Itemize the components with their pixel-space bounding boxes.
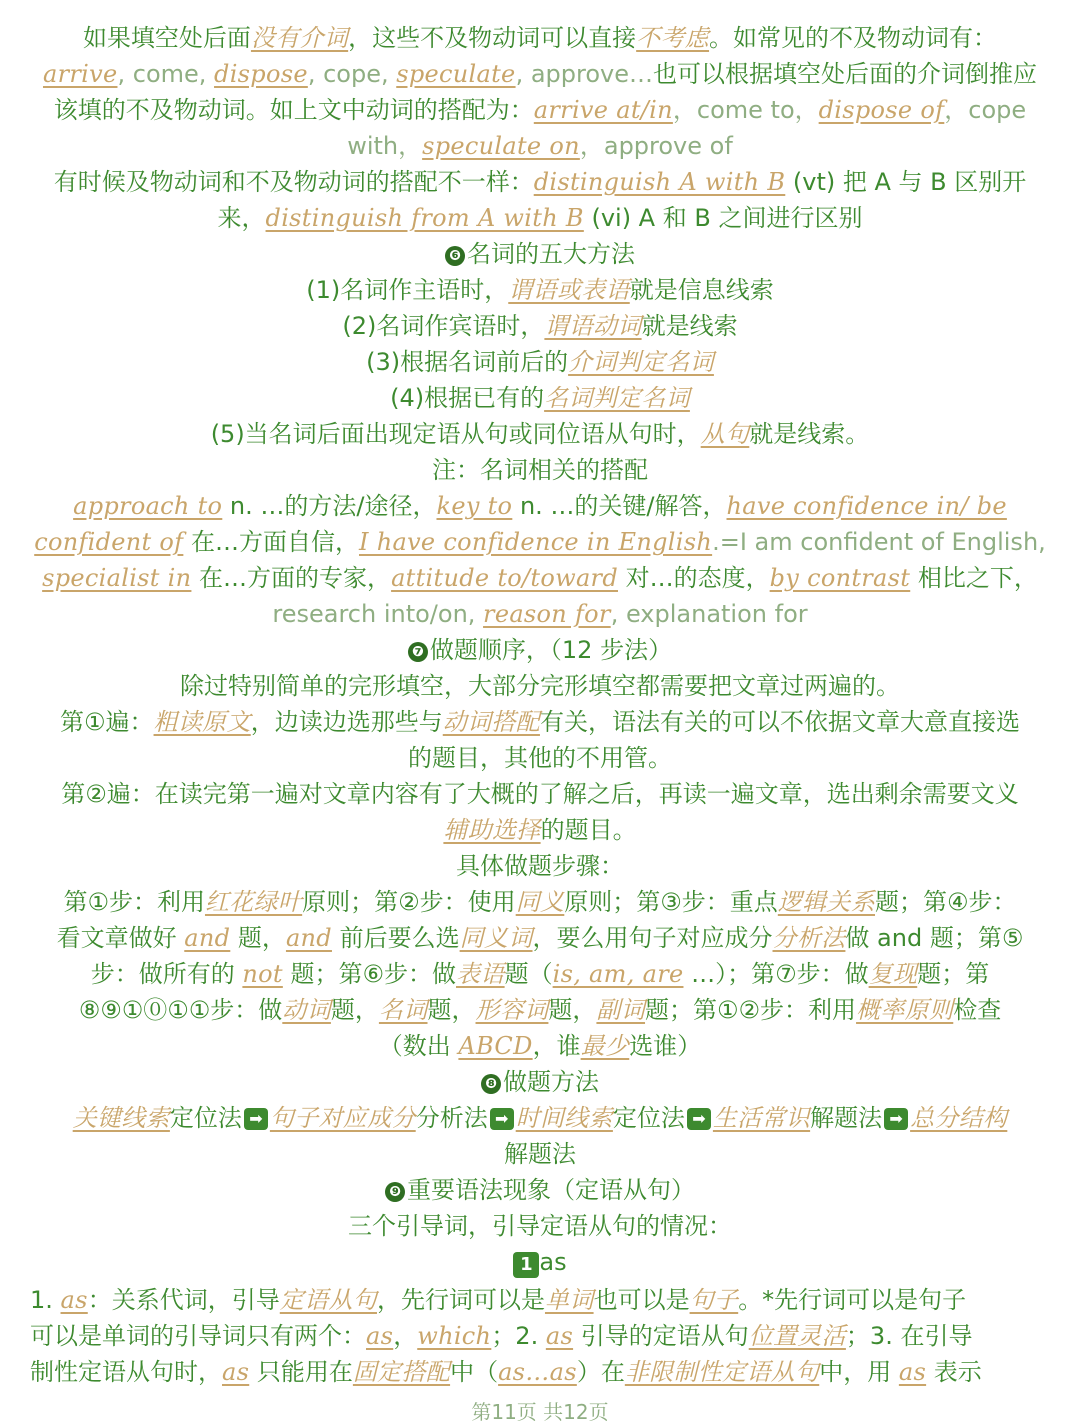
- section-number-badge: ❽: [481, 1074, 501, 1094]
- text-line: [0, 236, 1080, 272]
- text-line: [0, 1064, 1080, 1100]
- text-segment: 原则；第②步：使用: [302, 888, 516, 916]
- text-segment: 制性定语从句时，: [30, 1358, 222, 1386]
- text-segment: 选谁）: [629, 1032, 702, 1060]
- text-line: [0, 704, 1080, 740]
- handwritten-annotation: by contrast: [769, 564, 911, 592]
- right-arrow-icon: ➡: [884, 1108, 908, 1130]
- text-segment: 题；第: [917, 960, 990, 988]
- text-line: [0, 200, 1080, 236]
- text-segment: 定位法: [612, 1104, 685, 1132]
- text-segment: ；2.: [491, 1322, 546, 1350]
- text-segment: 注：名词相关的搭配: [432, 456, 648, 484]
- handwritten-annotation: 粗读原文: [153, 708, 251, 736]
- text-segment: , cope,: [307, 60, 397, 88]
- text-segment: (vt) 把 A 与 B 区别开: [785, 168, 1027, 196]
- text-line: [0, 920, 1080, 956]
- handwritten-annotation: which: [417, 1322, 492, 1350]
- handwritten-annotation: 名词判定名词: [544, 384, 690, 412]
- section-number-badge: ❾: [385, 1182, 405, 1202]
- handwritten-annotation: 没有介词: [250, 24, 349, 52]
- section-number-badge: ❼: [408, 642, 428, 662]
- text-segment: ，谁: [532, 1032, 581, 1060]
- handwritten-annotation: confident of: [34, 528, 184, 556]
- text-segment: 重要语法现象（定语从句）: [407, 1176, 695, 1204]
- handwritten-annotation: 形容词: [475, 996, 549, 1024]
- text-segment: 表示: [926, 1358, 982, 1386]
- handwritten-annotation: 介词判定名词: [568, 348, 714, 376]
- text-segment: 也可以根据填空处后面的介词倒推应: [653, 60, 1037, 88]
- handwritten-annotation: 逻辑关系: [777, 888, 876, 916]
- text-segment: ，come to，: [672, 96, 819, 124]
- text-segment: 第①遍：: [60, 708, 154, 736]
- text-segment: (3)根据名词前后的: [366, 348, 569, 376]
- handwritten-annotation: and: [184, 924, 231, 952]
- text-segment: ，边读边选那些与: [250, 708, 443, 736]
- text-segment: 除过特别简单的完形填空，大部分完形填空都需要把文章过两遍的。: [180, 672, 900, 700]
- handwritten-annotation: dispose of: [818, 96, 945, 124]
- text-segment: 相比之下，: [910, 564, 1038, 592]
- text-line: [0, 956, 1080, 992]
- handwritten-annotation: attitude to/toward: [391, 564, 618, 592]
- handwritten-annotation: as: [366, 1322, 394, 1350]
- text-segment: 中（: [450, 1358, 499, 1386]
- text-line: [0, 1208, 1080, 1244]
- text-line: [0, 1136, 1080, 1172]
- text-line: [0, 92, 1080, 128]
- text-segment: 第①步：利用: [63, 888, 205, 916]
- text-segment: research into/on,: [272, 600, 484, 628]
- text-segment: 。如常见的不及物动词有：: [709, 24, 998, 52]
- text-segment: 前后要么选: [331, 924, 460, 952]
- text-segment: 步：做所有的: [90, 960, 243, 988]
- text-segment: 1.: [30, 1286, 61, 1314]
- text-line: [0, 164, 1080, 200]
- handwritten-annotation: 从句: [700, 420, 750, 448]
- text-segment: 的题目，其他的不用管。: [408, 744, 672, 772]
- text-segment: (2)名词作宾语时，: [342, 312, 545, 340]
- text-line: [0, 20, 1080, 56]
- text-segment: , come,: [117, 60, 215, 88]
- text-segment: 来，: [217, 204, 266, 232]
- text-line: [0, 1028, 1080, 1064]
- text-segment: ）在: [576, 1358, 625, 1386]
- text-segment: 有时候及物动词和不及物动词的搭配不一样：: [53, 168, 534, 196]
- handwritten-annotation: 关键线索: [72, 1104, 170, 1132]
- handwritten-annotation: 句子对应成分: [269, 1104, 416, 1132]
- text-line: [0, 524, 1080, 560]
- text-segment: ⑧⑨①⓪①①步：做: [78, 996, 283, 1024]
- text-segment: n. …的方法/途径，: [222, 492, 437, 520]
- handwritten-annotation: 名词: [378, 996, 428, 1024]
- handwritten-annotation: as: [222, 1358, 250, 1386]
- handwritten-annotation: 同义词: [459, 924, 533, 952]
- text-segment: 可以是单词的引导词只有两个：: [30, 1322, 366, 1350]
- text-segment: 题，: [230, 924, 286, 952]
- right-arrow-icon: ➡: [490, 1108, 514, 1130]
- handwritten-annotation: approach to: [73, 492, 223, 520]
- handwritten-annotation: 表语: [456, 960, 505, 988]
- handwritten-annotation: distinguish from A with B: [265, 204, 584, 232]
- handwritten-annotation: distinguish A with B: [533, 168, 786, 196]
- handwritten-annotation: 谓语动词: [544, 312, 642, 340]
- text-segment: 题；第⑥步：做: [282, 960, 456, 988]
- text-segment: 有关，语法有关的可以不依据文章大意直接选: [539, 708, 1020, 736]
- text-segment: 原则；第③步：重点: [564, 888, 778, 916]
- right-arrow-icon: ➡: [244, 1108, 268, 1130]
- handwritten-annotation: 分析法: [772, 924, 846, 952]
- text-segment: 题；第①②步：利用: [645, 996, 857, 1024]
- text-line: [0, 740, 1080, 776]
- text-segment: 引导的定语从句: [573, 1322, 749, 1350]
- handwritten-annotation: 副词: [596, 996, 646, 1024]
- text-line: [0, 308, 1080, 344]
- text-segment: 该填的不及物动词。如上文中动词的搭配为：: [53, 96, 534, 124]
- handwritten-annotation: speculate: [396, 60, 516, 88]
- handwritten-annotation: is, am, are: [552, 960, 684, 988]
- text-line: [0, 596, 1080, 632]
- text-segment: (vi) A 和 B 之间进行区别: [583, 204, 863, 232]
- handwritten-annotation: as…as: [498, 1358, 577, 1386]
- text-segment: 名词的五大方法: [467, 240, 635, 268]
- text-segment: 做题顺序，（12 步法）: [429, 636, 673, 664]
- handwritten-annotation: as: [545, 1322, 574, 1350]
- text-line: [30, 1282, 1060, 1318]
- handwritten-annotation: 单词: [544, 1286, 594, 1314]
- page-footer: 第11页 共12页: [471, 1400, 609, 1424]
- text-segment: (1)名词作主语时，: [306, 276, 509, 304]
- text-segment: 题；第④步：: [875, 888, 1017, 916]
- text-segment: 第②遍：在读完第一遍对文章内容有了大概的了解之后，再读一遍文章，选出剩余需要文义: [61, 780, 1019, 808]
- text-segment: ，要么用句子对应成分: [532, 924, 773, 952]
- text-segment: 只能用在: [249, 1358, 353, 1386]
- text-segment: 就是线索。: [749, 420, 870, 448]
- handwritten-annotation: 总分结构: [910, 1104, 1008, 1132]
- text-segment: 。*先行词可以是句子: [738, 1286, 967, 1314]
- text-line: [0, 416, 1080, 452]
- text-segment: 解题法: [810, 1104, 883, 1132]
- text-line: [0, 1244, 1080, 1280]
- handwritten-annotation: 位置灵活: [748, 1322, 846, 1350]
- text-line: [0, 1172, 1080, 1208]
- text-segment: ，cope: [944, 96, 1027, 124]
- handwritten-annotation: 定语从句: [279, 1286, 377, 1314]
- text-segment: 的题目。: [540, 816, 637, 844]
- text-line: [0, 848, 1080, 884]
- text-line: [0, 812, 1080, 848]
- text-line: [0, 776, 1080, 812]
- handwritten-annotation: 谓语或表语: [508, 276, 630, 304]
- text-line: [0, 668, 1080, 704]
- text-line: [0, 992, 1080, 1028]
- text-segment: ；3. 在引导: [845, 1322, 973, 1350]
- handwritten-annotation: 同义: [515, 888, 565, 916]
- text-segment: 题（: [504, 960, 553, 988]
- handwritten-annotation: and: [285, 924, 332, 952]
- text-segment: 具体做题步骤：: [456, 852, 624, 880]
- text-segment: (5)当名词后面出现定语从句或同位语从句时，: [210, 420, 701, 448]
- text-segment: ，先行词可以是: [376, 1286, 545, 1314]
- handwritten-annotation: as: [60, 1286, 88, 1314]
- text-segment: 对…的态度，: [618, 564, 770, 592]
- text-segment: 中，用: [819, 1358, 899, 1386]
- text-segment: 检查: [953, 996, 1002, 1024]
- text-line: [0, 272, 1080, 308]
- text-segment: .=I am confident of English,: [712, 528, 1046, 556]
- handwritten-annotation: 时间线索: [515, 1104, 613, 1132]
- text-line: [0, 1100, 1080, 1136]
- text-segment: 题，: [548, 996, 597, 1024]
- handwritten-annotation: I have confidence in English: [359, 528, 713, 556]
- text-segment: ，approve of: [579, 132, 733, 160]
- handwritten-annotation: arrive at/in: [533, 96, 673, 124]
- text-segment: 题，: [427, 996, 476, 1024]
- text-segment: , explanation for: [610, 600, 808, 628]
- handwritten-annotation: reason for: [483, 600, 611, 628]
- text-segment: 做 and 题；第⑤: [845, 924, 1024, 952]
- text-line: [0, 488, 1080, 524]
- text-segment: 题，: [330, 996, 379, 1024]
- text-line: [30, 1318, 1060, 1354]
- text-line: [0, 452, 1080, 488]
- handwritten-annotation: not: [242, 960, 283, 988]
- text-segment: 三个引导词，引导定语从句的情况：: [348, 1212, 732, 1240]
- handwritten-annotation: 红花绿叶: [204, 888, 303, 916]
- handwritten-annotation: specialist in: [42, 564, 192, 592]
- text-segment: with，: [347, 132, 423, 160]
- text-segment: 也可以是: [593, 1286, 690, 1314]
- handwritten-annotation: speculate on: [422, 132, 580, 160]
- handwritten-annotation: 概率原则: [856, 996, 954, 1024]
- handwritten-annotation: arrive: [42, 60, 118, 88]
- text-segment: 如果填空处后面: [82, 24, 251, 52]
- handwritten-annotation: 复现: [868, 960, 918, 988]
- text-segment: n. …的关键/解答，: [512, 492, 727, 520]
- section-number-badge: ❻: [445, 246, 465, 266]
- handwritten-annotation: 动词搭配: [442, 708, 540, 736]
- text-segment: 解题法: [504, 1140, 576, 1168]
- handwritten-annotation: 非限制性定语从句: [624, 1358, 820, 1386]
- text-line: [0, 128, 1080, 164]
- text-segment: , approve…: [515, 60, 653, 88]
- text-segment: 定位法: [169, 1104, 242, 1132]
- text-segment: 做题方法: [503, 1068, 599, 1096]
- text-segment: ，这些不及物动词可以直接: [348, 24, 637, 52]
- handwritten-annotation: 固定搭配: [352, 1358, 451, 1386]
- text-segment: 就是线索: [641, 312, 738, 340]
- text-line: [0, 884, 1080, 920]
- text-line: [30, 1354, 1060, 1390]
- text-segment: ，: [393, 1322, 418, 1350]
- text-segment: 就是信息线索: [629, 276, 774, 304]
- handwritten-annotation: 句子: [689, 1286, 739, 1314]
- handwritten-annotation: key to: [436, 492, 513, 520]
- text-line: [0, 560, 1080, 596]
- text-segment: (4)根据已有的: [390, 384, 545, 412]
- handwritten-annotation: have confidence in/ be: [726, 492, 1007, 520]
- text-segment: ：关系代词，引导: [87, 1286, 280, 1314]
- handwritten-annotation: dispose: [214, 60, 308, 88]
- handwritten-annotation: 不考虑: [636, 24, 710, 52]
- handwritten-annotation: 生活常识: [712, 1104, 811, 1132]
- text-segment: 分析法: [415, 1104, 488, 1132]
- text-segment: 在…方面自信，: [183, 528, 359, 556]
- text-line: [0, 56, 1080, 92]
- right-arrow-icon: ➡: [687, 1108, 711, 1130]
- number-one-badge: 1: [513, 1252, 539, 1278]
- text-line: [0, 344, 1080, 380]
- text-segment: …）；第⑦步：做: [683, 960, 869, 988]
- handwritten-annotation: ABCD: [458, 1032, 533, 1060]
- text-line: [0, 632, 1080, 668]
- text-segment: 看文章做好: [56, 924, 185, 952]
- text-segment: as: [539, 1248, 567, 1276]
- handwritten-annotation: 辅助选择: [443, 816, 541, 844]
- text-segment: 在…方面的专家，: [191, 564, 392, 592]
- handwritten-annotation: as: [898, 1358, 927, 1386]
- text-line: [0, 380, 1080, 416]
- handwritten-annotation: 最少: [580, 1032, 630, 1060]
- text-segment: （数出: [378, 1032, 459, 1060]
- handwritten-annotation: 动词: [282, 996, 331, 1024]
